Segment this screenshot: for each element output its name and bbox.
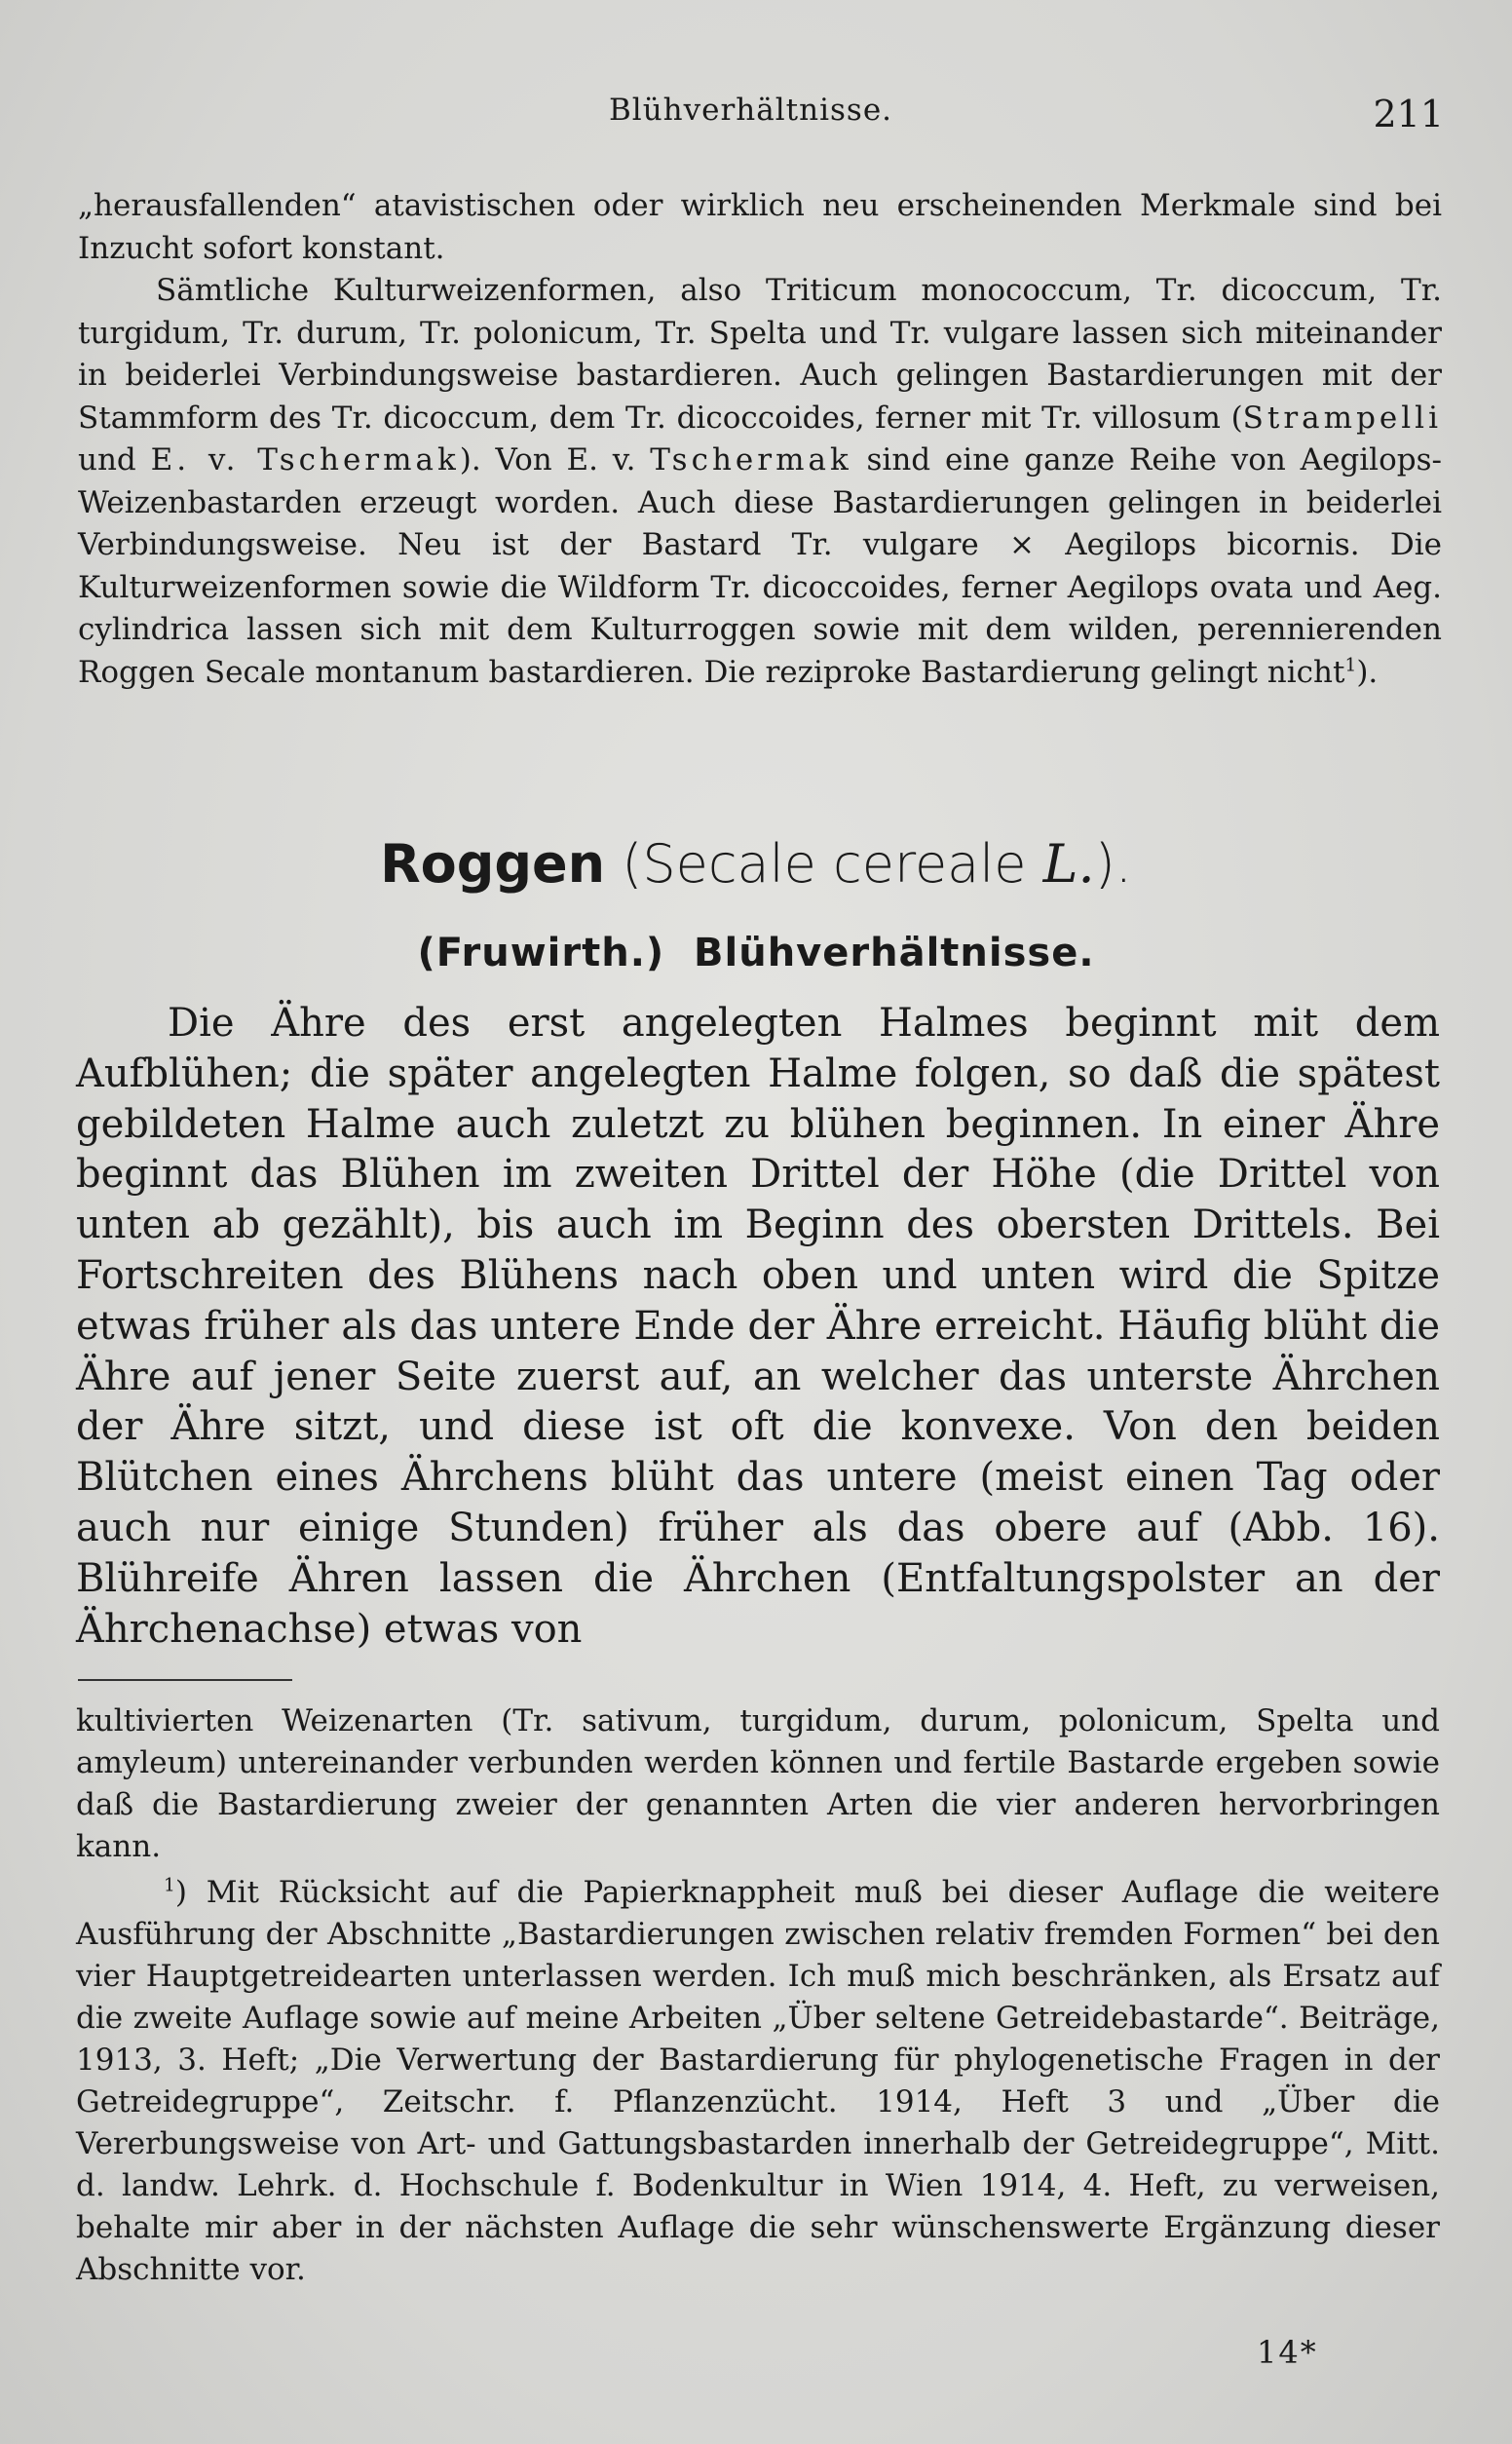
paragraph <box>78 270 1442 694</box>
text-run: sind eine ganze Reihe von Aegilops-Weizenbastarden erzeugt worden. Auch diese Bastardierungen gelingen in beiderlei Verbindungsweise. Neu ist der Bastard Tr. vulgare × Aegilops bicornis. Die Kulturweizenformen sowie die Wildform Tr. dicoccoides, ferner Aegilops ovata und Aeg. cylindrica lassen sich mit dem Kulturroggen sowie mit dem wilden, perennierenden Roggen Secale montanum bastardieren. Die reziproke Bastardierung gelingt nicht <box>78 442 1442 690</box>
signature-mark: 14* <box>1257 2334 1318 2371</box>
heading-text: (Secale cereale <box>605 833 1043 895</box>
heading-italic: L. <box>1042 833 1095 895</box>
section-heading <box>0 833 1512 895</box>
footnote-divider <box>78 1679 292 1681</box>
author-name: E. v. Tschermak <box>150 442 460 477</box>
footnote-continuation: kultivierten Weizenarten (Tr. sativum, turgidum, durum, polonicum, Spelta und amyleum) untereinander verbunden werden können und fertile Bastarde ergeben sowie daß die Bastardierung zweier der genannten Arten die vier anderen hervorbringen kann. <box>76 1703 1440 1864</box>
page-number: 211 <box>1373 93 1444 135</box>
body-text <box>76 999 1440 1655</box>
sub-heading <box>0 931 1512 975</box>
heading-text: ). <box>1094 833 1132 895</box>
text-run: und <box>78 442 151 477</box>
author-name: Strampelli <box>1242 400 1442 436</box>
paragraph: „herausfallenden“ atavistischen oder wirklich neu erscheinenden Merkmale sind bei Inzucht sofort konstant. <box>78 188 1442 266</box>
top-section <box>78 185 1442 694</box>
text-run: ). Von E. v. <box>459 442 651 477</box>
body-paragraph: Die Ähre des erst angelegten Halmes beginnt mit dem Aufblühen; die später angelegten Halme folgen, so daß die spätest gebildeten Halme auch zuletzt zu blühen beginnen. In einer Ähre beginnt das Blühen im zweiten Drittel der Höhe (die Drittel von unten ab gezählt), bis auch im Beginn des obersten Drittels. Bei Fortschreiten des Blühens nach oben und unten wird die Spitze etwas früher als das untere Ende der Ähre erreicht. Häufig blüht die Ähre auf jener Seite zuerst auf, an welcher das unterste Ährchen der Ähre sitzt, und diese ist oft die konvexe. Von den beiden Blütchen eines Ährchens blüht das untere (meist einen Tag oder auch nur einige Stunden) früher als das obere auf (Abb. 16). Blühreife Ähren lassen die Ährchen (Entfaltungspolster an der Ährchenachse) etwas von <box>76 1001 1440 1652</box>
footnote-1 <box>76 1872 1440 2291</box>
footnote-text: ) Mit Rücksicht auf die Papierknappheit muß bei dieser Auflage die weitere Ausführung der Abschnitte „Bastardierungen zwischen relativ fremden Formen“ bei den vier Hauptgetreidearten unterlassen werden. Ich muß mich beschränken, als Ersatz auf die zweite Auflage sowie auf meine Arbeiten „Über seltene Getreidebastarde“. Beiträge, 1913, 3. Heft; „Die Verwertung der Bastardierung für phylogenetische Fragen in der Getreidegruppe“, Zeitschr. f. Pflanzenzücht. 1914, Heft 3 und „Über die Vererbungsweise von Art- und Gattungsbastarden innerhalb der Getreidegruppe“, Mitt. d. landw. Lehrk. d. Hochschule f. Bodenkultur in Wien 1914, 4. Heft, zu verweisen, behalte mir aber in der nächsten Auflage die sehr wünschenswerte Ergänzung dieser Abschnitte vor. <box>76 1875 1440 2287</box>
heading-bold: Roggen <box>380 833 606 895</box>
sub-heading-author: (Fruwirth.) <box>417 931 665 975</box>
text-run: ). <box>1356 654 1379 690</box>
footnote-marker: 1 <box>164 1875 175 1896</box>
text-run: Sämtliche Kulturweizenformen, also Triticum monococcum, Tr. dicoccum, Tr. turgidum, Tr. durum, Tr. polonicum, Tr. Spelta und Tr. vulgare lassen sich miteinander in beiderlei Verbindungsweise bastardieren. Auch gelingen Bastardierungen mit der Stammform des Tr. dicoccum, dem Tr. dicoccoides, ferner mit Tr. villosum ( <box>78 273 1442 436</box>
sub-heading-title: Blühverhältnisse. <box>694 931 1095 975</box>
author-name: Tschermak <box>650 442 852 477</box>
footnote-ref[interactable]: 1 <box>1344 655 1357 676</box>
page-header <box>78 93 1444 141</box>
footnotes <box>76 1700 1440 2291</box>
running-title: Blühverhältnisse. <box>609 93 893 128</box>
